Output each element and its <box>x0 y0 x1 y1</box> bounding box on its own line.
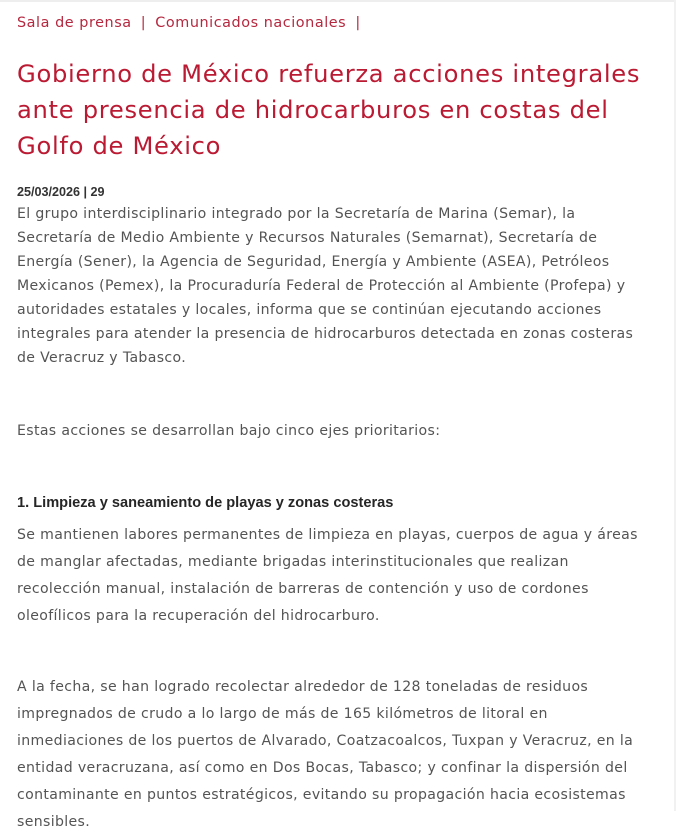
article-container <box>17 13 649 836</box>
breadcrumb-link-comunicados-nacionales[interactable]: Comunicados nacionales <box>155 15 347 31</box>
breadcrumb-separator: | <box>140 15 147 31</box>
page-title: Gobierno de México refuerza acciones integrales ante presencia de hidrocarburos en costas del Golfo de México <box>17 60 641 160</box>
axis-1-heading: 1. Limpieza y saneamiento de playas y zonas costeras <box>17 495 394 511</box>
breadcrumb <box>17 13 649 33</box>
axes-intro-paragraph: Estas acciones se desarrollan bajo cinco ejes prioritarios: <box>17 423 441 439</box>
top-divider <box>0 0 676 2</box>
axis-1-paragraph: Se mantienen labores permanentes de limpieza en playas, cuerpos de agua y áreas de manglar afectadas, mediante brigadas interinstitucionales que realizan recolección manual, instalación de barreras de contención y uso de cordones oleofílicos para la recuperación del hidrocarburo. <box>17 527 638 624</box>
breadcrumb-trailing-separator: | <box>355 15 361 31</box>
article-date-meta: 25/03/2026 | 29 <box>17 185 105 199</box>
progress-paragraph: A la fecha, se han logrado recolectar alrededor de 128 toneladas de residuos impregnados de crudo a lo largo de más de 165 kilómetros de litoral en inmediaciones de los puertos de Alvarado, Coatzacoalcos, Tuxpan y Veracruz, en la entidad veracruzana, así como en Dos Bocas, Tabasco; y confinar la dispersión del contaminante en puntos estratégicos, evitando su propagación hacia ecosistemas sensibles. <box>17 679 634 830</box>
intro-paragraph: El grupo interdisciplinario integrado por la Secretaría de Marina (Semar), la Secretaría de Medio Ambiente y Recursos Naturales (Semarnat), Secretaría de Energía (Sener), la Agencia de Seguridad, Energía y Ambiente (ASEA), Petróleos Mexicanos (Pemex), la Procuraduría Federal de Protección al Ambiente (Profepa) y autoridades estatales y locales, informa que se continúan ejecutando acciones integrales para atender la presencia de hidrocarburos detectada en zonas costeras de Veracruz y Tabasco. <box>17 206 634 366</box>
breadcrumb-link-sala-de-prensa[interactable]: Sala de prensa <box>17 15 132 31</box>
